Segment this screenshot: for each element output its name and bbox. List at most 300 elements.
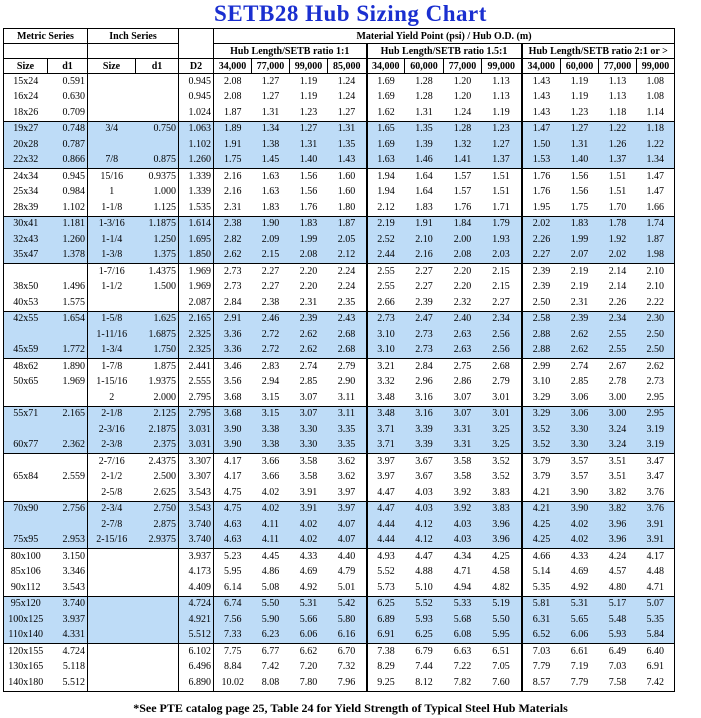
yield-value-cell: 1.56 — [290, 169, 328, 185]
yield-value-cell: 3.52 — [482, 454, 522, 470]
inch-d1-cell — [136, 90, 179, 106]
yield-value-cell: 1.69 — [367, 90, 405, 106]
inch-size-cell: 2-7/8 — [88, 517, 136, 533]
yield-value-cell: 3.06 — [570, 391, 589, 403]
yield-value-cell: 2.08 — [224, 91, 242, 103]
yield-value-cell: 4.75 — [224, 486, 242, 498]
d2-cell: 1.969 — [179, 264, 214, 280]
inch-size-cell — [88, 596, 136, 612]
yield-value-cell: 2.55 — [367, 280, 405, 296]
yield-value-cell: 8.12 — [405, 675, 444, 691]
metric-size-cell: 28x39 — [4, 200, 48, 216]
yield-value-cell: 7.22 — [453, 661, 472, 673]
yield-value-cell: 2.73 — [637, 375, 675, 391]
yield-value-cell: 6.25 — [367, 596, 405, 612]
yield-value-cell: 5.10 — [415, 581, 433, 593]
table-row — [4, 501, 675, 517]
yield-value-cell: 3.96 — [482, 517, 522, 533]
yield-header: 77,000 — [444, 59, 482, 74]
yield-value-cell: 1.37 — [599, 153, 637, 169]
metric-size-cell: 95x120 — [4, 596, 48, 612]
yield-value-cell: 8.84 — [224, 661, 242, 673]
yield-value-cell: 4.03 — [444, 533, 482, 549]
inch-size-cell — [88, 74, 136, 90]
inch-size-cell — [88, 628, 136, 644]
yield-value-cell: 3.96 — [482, 533, 522, 549]
yield-value-cell: 4.71 — [637, 580, 675, 596]
table-row — [4, 454, 675, 470]
yield-value-cell: 3.62 — [337, 471, 356, 483]
yield-value-cell: 2.68 — [328, 327, 367, 343]
yield-header: 99,000 — [482, 59, 522, 74]
metric-size-cell — [4, 454, 48, 470]
metric-d1-cell: 0.984 — [48, 185, 88, 201]
metric-size-cell: 40x53 — [4, 295, 48, 311]
metric-size-cell: 70x90 — [4, 501, 48, 517]
yield-value-cell: 4.02 — [561, 533, 599, 549]
metric-size-cell: 90x112 — [4, 580, 48, 596]
table-row — [4, 628, 675, 644]
yield-value-cell: 1.20 — [453, 75, 472, 87]
inch-size-cell — [88, 565, 136, 581]
yield-value-cell: 1.76 — [453, 201, 472, 213]
yield-value-cell: 4.88 — [415, 566, 433, 578]
table-row — [4, 565, 675, 581]
table-row — [4, 169, 675, 185]
yield-value-cell: 5.65 — [561, 612, 599, 628]
inch-size-cell: 2-3/4 — [88, 501, 136, 517]
table-row — [4, 90, 675, 106]
yield-value-cell: 7.56 — [214, 612, 252, 628]
yield-value-cell: 1.56 — [299, 186, 318, 198]
inch-size-cell — [88, 660, 136, 676]
yield-value-cell: 2.38 — [261, 296, 280, 308]
inch-d1-cell: 1.1875 — [136, 216, 179, 232]
inch-d1-cell: 2.4375 — [136, 454, 179, 470]
yield-value-cell: 1.60 — [328, 169, 367, 185]
d2-cell: 1.102 — [179, 137, 214, 153]
table-row — [4, 406, 675, 422]
table-row — [4, 375, 675, 391]
yield-value-cell: 2.84 — [405, 359, 444, 375]
ratio-3-header: Hub Length/SETB ratio 2:1 or > — [522, 44, 675, 59]
yield-value-cell: 1.92 — [599, 232, 637, 248]
yield-value-cell: 1.65 — [367, 121, 405, 137]
metric-d1-cell: 0.945 — [48, 169, 88, 185]
yield-value-cell: 2.38 — [214, 216, 252, 232]
yield-value-cell: 2.73 — [224, 281, 242, 293]
metric-size-cell — [4, 264, 48, 280]
inch-size-cell: 2 — [109, 391, 115, 403]
yield-value-cell: 3.52 — [492, 471, 510, 483]
yield-value-cell: 1.35 — [405, 121, 444, 137]
metric-d1-cell: 2.362 — [48, 438, 88, 454]
yield-value-cell: 3.01 — [492, 391, 510, 403]
yield-value-cell: 6.08 — [444, 628, 482, 644]
yield-value-cell: 2.84 — [224, 296, 242, 308]
yield-value-cell: 3.97 — [337, 486, 356, 498]
metric-size-cell: 19x27 — [4, 121, 48, 137]
yield-value-cell: 2.20 — [444, 264, 482, 280]
inch-d1-cell: 2.125 — [136, 406, 179, 422]
yield-value-cell: 1.22 — [637, 137, 675, 153]
yield-value-cell: 3.29 — [522, 406, 561, 422]
yield-value-cell: 3.21 — [367, 359, 405, 375]
metric-d1-cell: 5.118 — [48, 660, 88, 676]
inch-size-cell — [88, 137, 136, 153]
yield-value-cell: 2.95 — [637, 406, 675, 422]
yield-value-cell: 2.46 — [252, 311, 290, 327]
yield-value-cell: 3.58 — [290, 454, 328, 470]
yield-value-cell: 5.52 — [367, 565, 405, 581]
inch-size-cell: 1-1/8 — [101, 201, 123, 213]
yield-value-cell: 1.27 — [261, 91, 280, 103]
table-row — [4, 343, 675, 359]
yield-value-cell: 4.63 — [214, 533, 252, 549]
metric-size-cell: 15x24 — [4, 74, 48, 90]
yield-value-cell: 2.15 — [252, 248, 290, 264]
yield-value-cell: 3.51 — [608, 471, 627, 483]
yield-value-cell: 4.17 — [224, 471, 242, 483]
yield-value-cell: 1.93 — [482, 232, 522, 248]
table-row — [4, 200, 675, 216]
yield-value-cell: 1.69 — [367, 137, 405, 153]
yield-value-cell: 3.51 — [599, 454, 637, 470]
yield-value-cell: 9.25 — [367, 675, 405, 691]
metric-size-cell — [4, 422, 48, 438]
yield-value-cell: 4.82 — [492, 581, 510, 593]
metric-size-cell: 50x65 — [4, 375, 48, 391]
d2-cell: 3.307 — [179, 470, 214, 486]
yield-value-cell: 2.58 — [522, 311, 561, 327]
yield-value-cell: 2.26 — [608, 296, 627, 308]
yield-header: 85,000 — [328, 59, 367, 74]
yield-value-cell: 2.09 — [252, 232, 290, 248]
yield-header: 77,000 — [252, 59, 290, 74]
yield-value-cell: 3.16 — [415, 391, 433, 403]
yield-value-cell: 3.67 — [415, 471, 433, 483]
inch-d1-cell: 2.750 — [136, 501, 179, 517]
yield-value-cell: 1.28 — [444, 121, 482, 137]
yield-value-cell: 2.14 — [599, 264, 637, 280]
yield-value-cell: 4.21 — [522, 501, 561, 517]
metric-d1-cell: 5.512 — [48, 675, 88, 691]
yield-value-cell: 3.46 — [214, 359, 252, 375]
yield-value-cell: 3.38 — [252, 438, 290, 454]
yield-value-cell: 1.13 — [608, 91, 627, 103]
yield-value-cell: 1.32 — [444, 137, 482, 153]
yield-value-cell: 2.27 — [252, 264, 290, 280]
yield-value-cell: 1.74 — [637, 216, 675, 232]
metric-d1-cell: 1.772 — [48, 343, 88, 359]
inch-d1-cell: 1.375 — [136, 248, 179, 264]
d2-cell: 3.740 — [179, 517, 214, 533]
d2-cell: 1.969 — [179, 280, 214, 296]
metric-size-cell: 32x43 — [4, 232, 48, 248]
yield-value-cell: 3.79 — [522, 470, 561, 486]
yield-value-cell: 2.34 — [482, 311, 522, 327]
metric-d1-cell — [48, 422, 88, 438]
metric-size-cell: 85x106 — [4, 565, 48, 581]
yield-value-cell: 5.84 — [637, 628, 675, 644]
inch-d1-cell — [136, 644, 179, 660]
d2-cell: 0.945 — [179, 90, 214, 106]
yield-value-cell: 2.20 — [299, 281, 318, 293]
yield-header: 60,000 — [561, 59, 599, 74]
inch-size-cell: 2-3/8 — [88, 438, 136, 454]
ratio-1-header: Hub Length/SETB ratio 1:1 — [214, 44, 367, 59]
yield-value-cell: 3.00 — [599, 406, 637, 422]
metric-size-cell: 80x100 — [4, 549, 48, 565]
yield-value-cell: 1.19 — [299, 91, 318, 103]
yield-value-cell: 3.82 — [608, 486, 627, 498]
inch-d1-cell: 2.1875 — [136, 422, 179, 438]
size-header: Size — [4, 59, 48, 74]
yield-value-cell: 1.95 — [522, 200, 561, 216]
yield-value-cell: 6.61 — [561, 644, 599, 660]
yield-value-cell: 2.62 — [561, 343, 599, 359]
inch-d1-cell: 1.9375 — [136, 375, 179, 391]
table-row — [4, 248, 675, 264]
yield-value-cell: 4.44 — [367, 533, 405, 549]
yield-value-cell: 2.68 — [482, 359, 522, 375]
inch-d1-cell: 1.750 — [136, 343, 179, 359]
yield-value-cell: 1.27 — [261, 75, 280, 87]
yield-value-cell: 1.83 — [561, 216, 599, 232]
yield-value-cell: 5.23 — [214, 549, 252, 565]
yield-value-cell: 7.82 — [444, 675, 482, 691]
yield-value-cell: 2.91 — [214, 311, 252, 327]
yield-value-cell: 3.30 — [561, 438, 599, 454]
yield-value-cell: 2.16 — [214, 169, 252, 185]
d2-cell: 1.695 — [179, 232, 214, 248]
yield-value-cell: 2.22 — [637, 295, 675, 311]
yield-value-cell: 4.02 — [561, 517, 599, 533]
yield-value-cell: 3.91 — [637, 517, 675, 533]
yield-value-cell: 7.05 — [492, 661, 510, 673]
yield-value-cell: 1.40 — [561, 153, 599, 169]
yield-value-cell: 4.11 — [252, 533, 290, 549]
yield-value-cell: 5.48 — [599, 612, 637, 628]
yield-value-cell: 3.47 — [637, 470, 675, 486]
table-row — [4, 422, 675, 438]
inch-size-cell — [88, 580, 136, 596]
yield-value-cell: 4.69 — [570, 566, 589, 578]
inch-size-cell: 1-7/16 — [88, 264, 136, 280]
yield-value-cell: 1.51 — [482, 169, 522, 185]
yield-value-cell: 2.10 — [637, 280, 675, 296]
yield-value-cell: 1.87 — [328, 216, 367, 232]
metric-d1-cell: 1.181 — [48, 216, 88, 232]
yield-value-cell: 2.07 — [561, 248, 599, 264]
inch-size-cell — [88, 105, 136, 121]
yield-value-cell: 2.62 — [214, 248, 252, 264]
yield-value-cell: 6.77 — [252, 644, 290, 660]
yield-header: 60,000 — [405, 59, 444, 74]
yield-value-cell: 1.35 — [328, 137, 367, 153]
metric-d1-cell: 2.165 — [48, 406, 88, 422]
metric-series-header: Metric Series — [4, 29, 88, 44]
inch-size-cell: 15/16 — [88, 169, 136, 185]
metric-d1-cell: 2.559 — [48, 470, 88, 486]
yield-value-cell: 1.47 — [637, 185, 675, 201]
metric-size-cell: 18x26 — [4, 105, 48, 121]
metric-size-cell: 100x125 — [4, 612, 48, 628]
yield-value-cell: 2.39 — [522, 280, 561, 296]
inch-d1-cell — [136, 660, 179, 676]
inch-size-cell: 1-7/8 — [88, 359, 136, 375]
yield-value-cell: 1.63 — [252, 169, 290, 185]
yield-value-cell: 2.39 — [522, 264, 561, 280]
metric-d1-cell: 1.890 — [48, 359, 88, 375]
yield-value-cell: 6.70 — [328, 644, 367, 660]
metric-d1-cell: 1.969 — [48, 375, 88, 391]
yield-value-cell: 4.58 — [492, 566, 510, 578]
inch-d1-cell — [136, 137, 179, 153]
metric-size-cell — [4, 485, 48, 501]
yield-value-cell: 3.90 — [214, 422, 252, 438]
yield-value-cell: 3.97 — [328, 501, 367, 517]
yield-value-cell: 1.43 — [522, 74, 561, 90]
yield-value-cell: 1.69 — [367, 74, 405, 90]
yield-value-cell: 2.02 — [522, 216, 561, 232]
yield-value-cell: 5.31 — [290, 596, 328, 612]
yield-value-cell: 3.29 — [522, 390, 561, 406]
yield-value-cell: 1.43 — [328, 153, 367, 169]
metric-size-cell — [4, 327, 48, 343]
metric-d1-cell — [48, 327, 88, 343]
yield-value-cell: 1.47 — [522, 121, 561, 137]
inch-size-cell — [88, 549, 136, 565]
yield-value-cell: 2.00 — [444, 232, 482, 248]
metric-size-cell: 140x180 — [4, 675, 48, 691]
yield-value-cell: 4.44 — [367, 517, 405, 533]
metric-size-cell — [4, 390, 48, 406]
inch-d1-cell: 2.500 — [136, 470, 179, 486]
yield-value-cell: 1.79 — [482, 216, 522, 232]
inch-d1-cell: 1.125 — [136, 200, 179, 216]
d2-cell: 1.614 — [179, 216, 214, 232]
yield-value-cell: 1.57 — [453, 186, 472, 198]
inch-series-header: Inch Series — [88, 29, 179, 44]
table-row — [4, 533, 675, 549]
d2-cell: 1.339 — [179, 185, 214, 201]
yield-value-cell: 3.52 — [522, 422, 561, 438]
yield-value-cell: 7.75 — [214, 644, 252, 660]
inch-size-cell: 3/4 — [88, 121, 136, 137]
yield-value-cell: 7.33 — [214, 628, 252, 644]
yield-value-cell: 3.76 — [637, 501, 675, 517]
yield-value-cell: 1.94 — [367, 185, 405, 201]
metric-d1-cell: 1.378 — [48, 248, 88, 264]
yield-value-cell: 2.26 — [522, 232, 561, 248]
yield-value-cell: 1.87 — [637, 232, 675, 248]
yield-value-cell: 2.62 — [637, 359, 675, 375]
yield-value-cell: 2.90 — [337, 376, 356, 388]
yield-value-cell: 2.24 — [328, 264, 367, 280]
yield-value-cell: 3.15 — [261, 391, 280, 403]
yield-value-cell: 1.56 — [561, 169, 599, 185]
inch-size-cell — [88, 295, 136, 311]
yield-value-cell: 1.89 — [214, 121, 252, 137]
yield-value-cell: 1.94 — [367, 169, 405, 185]
yield-value-cell: 2.88 — [522, 327, 561, 343]
yield-value-cell: 3.83 — [482, 501, 522, 517]
d2-cell: 6.890 — [179, 675, 214, 691]
yield-header: 99,000 — [637, 59, 675, 74]
yield-value-cell: 2.74 — [561, 359, 599, 375]
yield-value-cell: 3.15 — [252, 406, 290, 422]
yield-value-cell: 1.27 — [290, 121, 328, 137]
yield-value-cell: 4.02 — [252, 501, 290, 517]
yield-value-cell: 2.82 — [214, 232, 252, 248]
yield-value-cell: 3.25 — [482, 422, 522, 438]
d2-cell: 2.795 — [179, 406, 214, 422]
yield-value-cell: 4.03 — [405, 501, 444, 517]
yield-value-cell: 2.32 — [453, 296, 472, 308]
yield-value-cell: 4.66 — [522, 549, 561, 565]
yield-value-cell: 1.45 — [252, 153, 290, 169]
yield-header: 34,000 — [367, 59, 405, 74]
d2-cell: 6.496 — [179, 660, 214, 676]
yield-value-cell: 4.24 — [599, 549, 637, 565]
yield-value-cell: 3.66 — [261, 471, 280, 483]
yield-value-cell: 3.48 — [367, 390, 405, 406]
yield-header: 34,000 — [522, 59, 561, 74]
yield-value-cell: 10.02 — [214, 675, 252, 691]
yield-value-cell: 2.35 — [337, 296, 356, 308]
d2-cell: 3.543 — [179, 501, 214, 517]
yield-value-cell: 3.83 — [492, 486, 510, 498]
inch-size-cell: 2-3/16 — [88, 422, 136, 438]
yield-value-cell: 3.31 — [444, 438, 482, 454]
yield-value-cell: 8.08 — [252, 675, 290, 691]
yield-value-cell: 1.23 — [299, 106, 318, 118]
yield-value-cell: 3.36 — [214, 327, 252, 343]
yield-value-cell: 5.19 — [482, 596, 522, 612]
metric-d1-cell — [48, 390, 88, 406]
yield-value-cell: 6.31 — [522, 612, 561, 628]
yield-value-cell: 5.35 — [522, 580, 561, 596]
material-header: Material Yield Point (psi) / Hub O.D. (m) — [214, 29, 675, 44]
d2-cell: 2.165 — [179, 311, 214, 327]
yield-value-cell: 1.56 — [570, 186, 589, 198]
yield-value-cell: 3.24 — [599, 438, 637, 454]
yield-value-cell: 3.11 — [337, 391, 356, 403]
yield-value-cell: 7.38 — [367, 644, 405, 660]
yield-value-cell: 6.06 — [290, 628, 328, 644]
yield-value-cell: 4.12 — [405, 533, 444, 549]
yield-value-cell: 1.38 — [252, 137, 290, 153]
yield-value-cell: 2.19 — [561, 264, 599, 280]
yield-value-cell: 3.71 — [367, 422, 405, 438]
yield-value-cell: 3.62 — [328, 454, 367, 470]
d2-cell: 1.850 — [179, 248, 214, 264]
yield-value-cell: 1.14 — [637, 105, 675, 121]
yield-value-cell: 5.33 — [444, 596, 482, 612]
yield-value-cell: 1.18 — [608, 106, 627, 118]
yield-value-cell: 1.22 — [599, 121, 637, 137]
yield-value-cell: 2.73 — [405, 343, 444, 359]
metric-d1-cell: 3.346 — [48, 565, 88, 581]
yield-value-cell: 1.18 — [637, 121, 675, 137]
yield-value-cell: 7.42 — [261, 661, 280, 673]
metric-d1-cell: 1.575 — [48, 295, 88, 311]
yield-value-cell: 2.08 — [444, 248, 482, 264]
yield-value-cell: 3.58 — [453, 471, 472, 483]
yield-value-cell: 1.70 — [608, 201, 627, 213]
d2-header: D2 — [179, 59, 214, 74]
